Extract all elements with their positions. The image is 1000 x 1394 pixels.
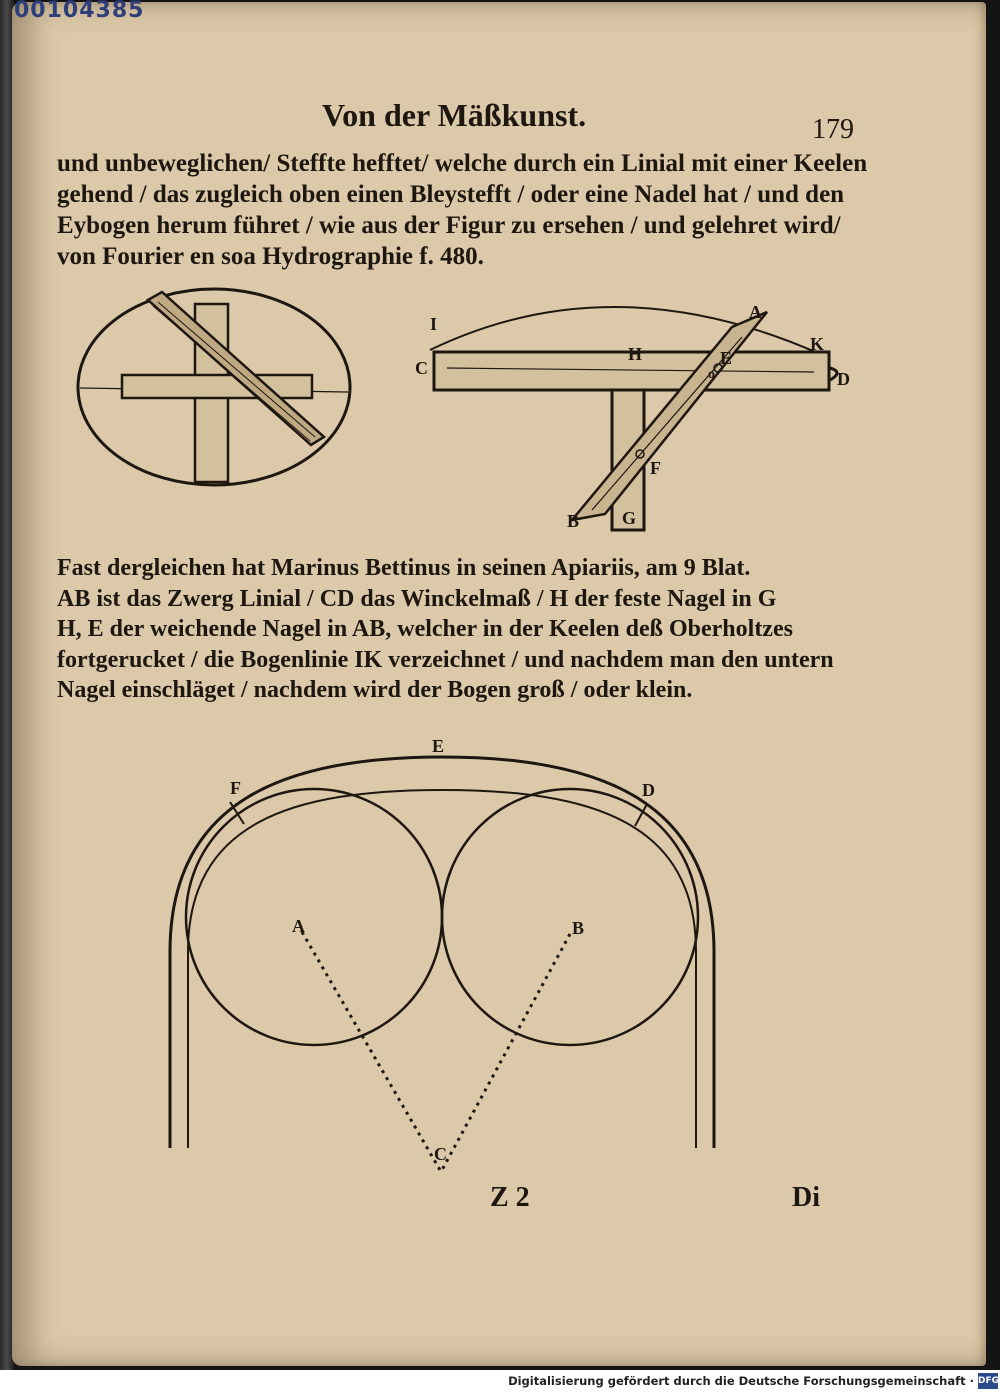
dfg-logo-icon: DFG [978, 1373, 998, 1389]
figure2-labels [230, 736, 655, 1164]
label-A: A [292, 916, 305, 936]
text-line: Fast dergleichen hat Marinus Bettinus in seinen Apiariis, am 9 Blat. [57, 555, 751, 581]
label-G: G [622, 508, 637, 528]
text-line: fortgerucket / die Bogenlinie IK verzeichnet / und nachdem man den untern [57, 646, 834, 673]
figure-arch-circles [142, 722, 762, 1192]
label-K: K [810, 334, 825, 354]
arch-drawing [170, 757, 714, 1148]
paragraph-2 [57, 553, 834, 706]
footer-bar [0, 1370, 1000, 1394]
text-line: gehend / das zugleich oben einen Bleystefft / oder eine Nadel hat / und den [57, 181, 845, 208]
text-line: H, E der weichende Nagel in AB, welcher in der Keelen deß Oberholtzes [57, 616, 793, 642]
label-H: H [628, 344, 643, 364]
text-line: Eybogen herum führet / wie aus der Figur zu ersehen / und gelehret wird/ [57, 212, 841, 239]
label-D: D [837, 369, 850, 389]
ellipse-trammel-drawing [78, 289, 350, 485]
text-line: von Fourier en soa Hydrographie f. 480. [57, 243, 484, 270]
paragraph-1 [57, 148, 867, 272]
text-line: und unbeweglichen/ Steffte hefftet/ welche durch ein Linial mit einer Keelen [57, 150, 868, 177]
running-head: Von der Mäßkunst. [322, 97, 587, 133]
beam-compass-drawing [430, 307, 837, 530]
figure-ellipse-instruments [52, 282, 852, 542]
archive-id-fragment: 00104385 [14, 0, 145, 23]
label-A: A [749, 302, 762, 322]
text-line: Nagel einschläget / nachdem wird der Bogen groß / oder klein. [57, 677, 693, 703]
label-B: B [567, 511, 580, 531]
book-page [12, 2, 986, 1366]
signature-mark: Z 2 [490, 1182, 530, 1213]
label-F: F [230, 778, 241, 798]
page-number: 179 [812, 114, 854, 145]
label-C: C [434, 1144, 447, 1164]
label-I: I [430, 314, 438, 334]
text-line: AB ist das Zwerg Linial / CD das Winckelmaß / H der feste Nagel in G [57, 585, 777, 612]
label-D: D [642, 780, 655, 800]
label-E: E [432, 736, 445, 756]
label-B: B [572, 918, 585, 938]
label-F: F [650, 458, 661, 478]
catchword: Di [792, 1182, 820, 1213]
dotted-lines [302, 932, 570, 1170]
label-E: E [720, 348, 733, 368]
circles-drawing [186, 789, 698, 1045]
footer-credit: Digitalisierung gefördert durch die Deutsche Forschungsgemeinschaft · [508, 1374, 974, 1388]
label-o: o [708, 367, 715, 382]
label-C: C [415, 358, 428, 378]
